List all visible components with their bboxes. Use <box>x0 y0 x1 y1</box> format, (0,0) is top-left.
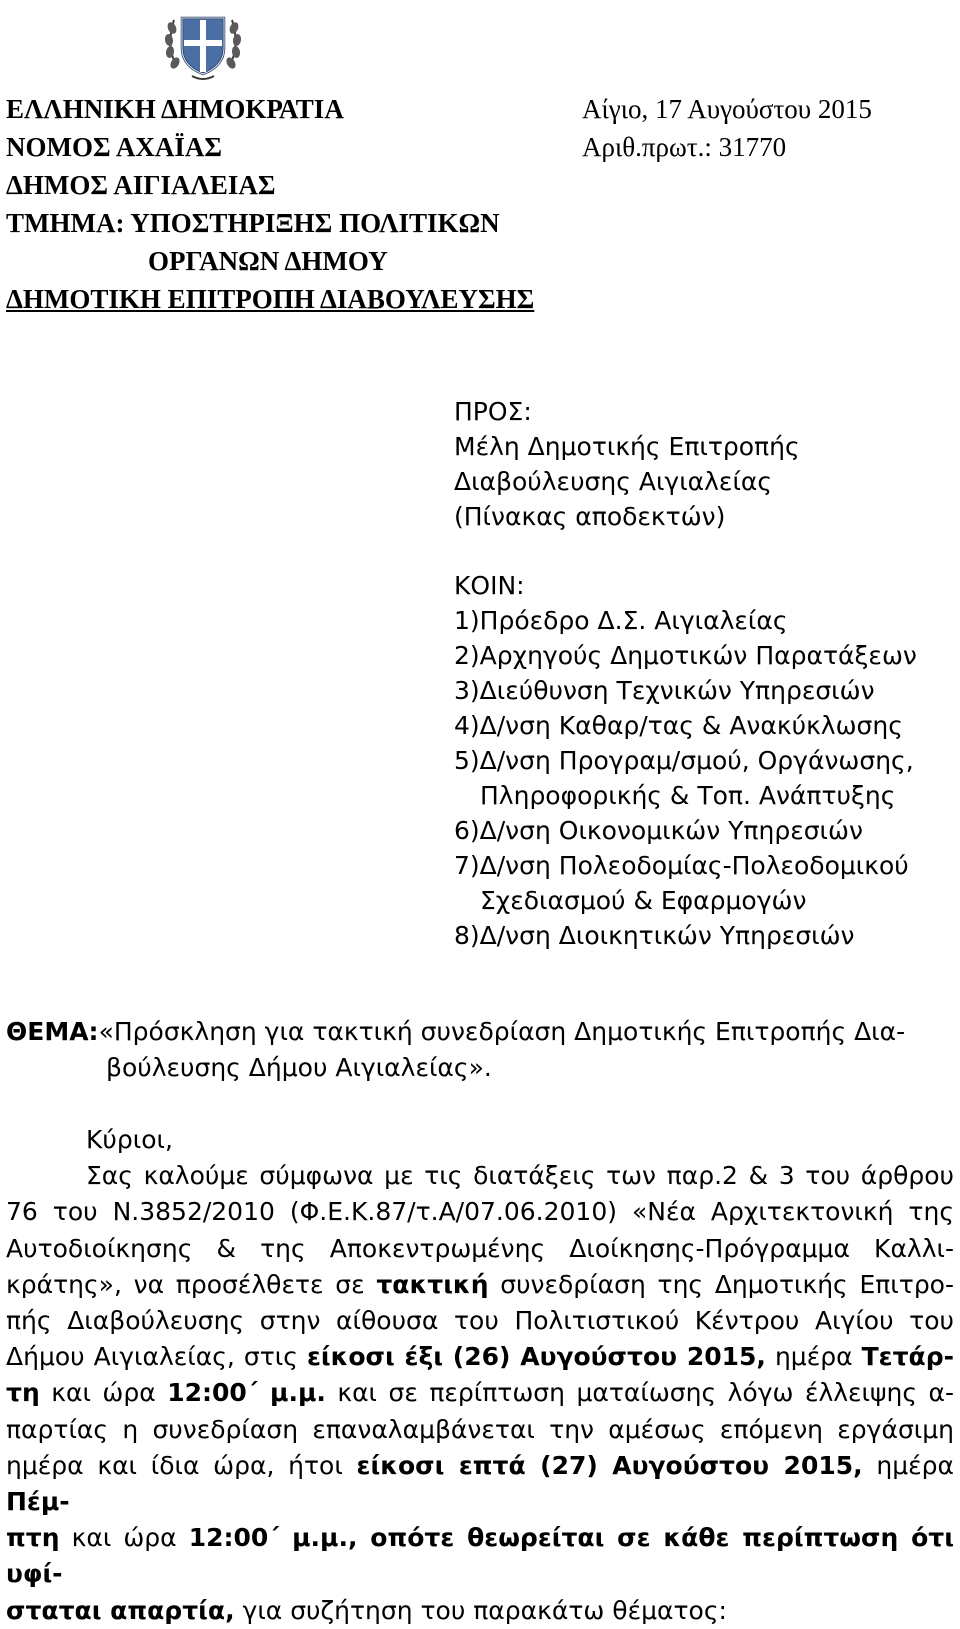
recipient-line: Διαβούλευσης Αιγιαλείας <box>454 467 773 496</box>
body-line: Αυτοδιοίκησης & της Αποκεντρωμένης Διοίκησης-Πρόγραμμα Καλλι- <box>6 1233 954 1263</box>
body-line: τη και ώρα 12:00΄ μ.μ. και σε περίπτωση ματαίωσης λόγω έλλειψης α- <box>6 1378 955 1408</box>
recipients-block <box>454 394 800 534</box>
header-country: ΕΛΛΗΝΙΚΗ ΔΗΜΟΚΡΑΤΙΑ <box>6 94 344 124</box>
header-protocol: Αριθ.πρωτ.: 31770 <box>582 132 787 162</box>
letter-body <box>6 1122 954 1629</box>
cc-item: 8)Δ/νση Διοικητικών Υπηρεσιών <box>454 921 855 950</box>
body-line: παρτίας η συνεδρίαση επαναλαμβάνεται την αμέσως επόμενη εργάσιμη <box>6 1414 954 1444</box>
cc-item-cont: Πληροφορικής & Τοπ. Ανάπτυξης <box>480 781 896 810</box>
header-committee: ΔΗΜΟΤΙΚΗ ΕΠΙΤΡΟΠΗ ΔΙΑΒΟΥΛΕΥΣΗΣ <box>6 284 535 314</box>
body-line: πής Διαβούλευσης στην αίθουσα του Πολιτιστικού Κέντρου Αιγίου του <box>6 1306 954 1336</box>
cc-item: 7)Δ/νση Πολεοδομίας-Πολεοδομικού <box>454 851 909 880</box>
body-line: 76 του Ν.3852/2010 (Φ.Ε.Κ.87/τ.Α/07.06.2010) «Νέα Αρχιτεκτονική της <box>6 1197 954 1227</box>
subject-line-2: βούλευσης Δήμου Αιγιαλείας». <box>106 1053 492 1082</box>
recipient-line: (Πίνακας αποδεκτών) <box>454 502 726 531</box>
recipients-label: ΠΡΟΣ: <box>454 397 532 426</box>
repeat-time-note: 12:00΄ μ.μ., οπότε θεωρείται σε κάθε περίπτωση ότι υφί- <box>6 1523 955 1589</box>
salutation: Κύριοι, <box>86 1125 173 1154</box>
subject-line-1 <box>6 1014 950 1050</box>
header-date: Αίγιο, 17 Αυγούστου 2015 <box>582 94 872 124</box>
body-line: κράτης», να προσέλθετε σε τακτική συνεδρίαση της Δημοτικής Επιτρο- <box>6 1269 954 1299</box>
cc-item-cont: Σχεδιασμού & Εφαρμογών <box>480 886 807 915</box>
cc-item: 3)Διεύθυνση Τεχνικών Υπηρεσιών <box>454 676 875 705</box>
body-line: σταται απαρτία, για συζήτηση του παρακάτω θέματος: <box>6 1595 727 1625</box>
header-prefecture: ΝΟΜΟΣ ΑΧΑΪΑΣ <box>6 132 223 162</box>
cc-item: 6)Δ/νση Οικονομικών Υπηρεσιών <box>454 816 863 845</box>
body-line: Δήμου Αιγιαλείας, στις είκοσι έξι (26) Αυγούστου 2015, ημέρα Τετάρ- <box>6 1342 954 1372</box>
meeting-type: τακτική <box>376 1269 489 1299</box>
header-department: ΤΜΗΜΑ: ΥΠΟΣΤΗΡΙΞΗΣ ΠΟΛΙΤΙΚΩΝ <box>6 208 500 238</box>
meeting-time: 12:00΄ μ.μ. <box>167 1378 326 1408</box>
body-line: Σας καλούμε σύμφωνα με τις διατάξεις των παρ.2 & 3 του άρθρου <box>86 1161 954 1191</box>
recipient-line: Μέλη Δημοτικής Επιτροπής <box>454 432 800 461</box>
repeat-date: είκοσι επτά (27) Αυγούστου 2015, <box>356 1450 863 1480</box>
cc-item: 4)Δ/νση Καθαρ/τας & Ανακύκλωσης <box>454 711 903 740</box>
cc-item: 5)Δ/νση Προγραμ/σμού, Οργάνωσης, <box>454 746 914 775</box>
meeting-date: είκοσι έξι (26) Αυγούστου 2015, <box>306 1342 766 1372</box>
body-line: πτη και ώρα 12:00΄ μ.μ., οπότε θεωρείται σε κάθε περίπτωση ότι υφί- <box>6 1523 955 1589</box>
repeat-day: Πέμ- <box>6 1487 70 1517</box>
subject-label: ΘΕΜΑ: <box>6 1017 99 1046</box>
header-municipality: ΔΗΜΟΣ ΑΙΓΙΑΛΕΙΑΣ <box>6 170 276 200</box>
cc-block <box>454 568 917 953</box>
subject-text: «Πρόσκληση για τακτική συνεδρίαση Δημοτικής Επιτροπής Δια- <box>98 1017 906 1046</box>
cc-label: ΚΟΙΝ: <box>454 571 525 600</box>
cc-item: 2)Αρχηγούς Δημοτικών Παρατάξεων <box>454 641 917 670</box>
body-line: ημέρα και ίδια ώρα, ήτοι είκοσι επτά (27) Αυγούστου 2015, ημέρα Πέμ- <box>6 1450 954 1517</box>
meeting-day: Τετάρ- <box>861 1342 954 1372</box>
header-department-cont: ΟΡΓΑΝΩΝ ΔΗΜΟΥ <box>148 246 388 276</box>
cc-item: 1)Πρόεδρο Δ.Σ. Αιγιαλείας <box>454 606 788 635</box>
greek-emblem-icon <box>162 4 244 84</box>
subject-block <box>6 1014 950 1086</box>
